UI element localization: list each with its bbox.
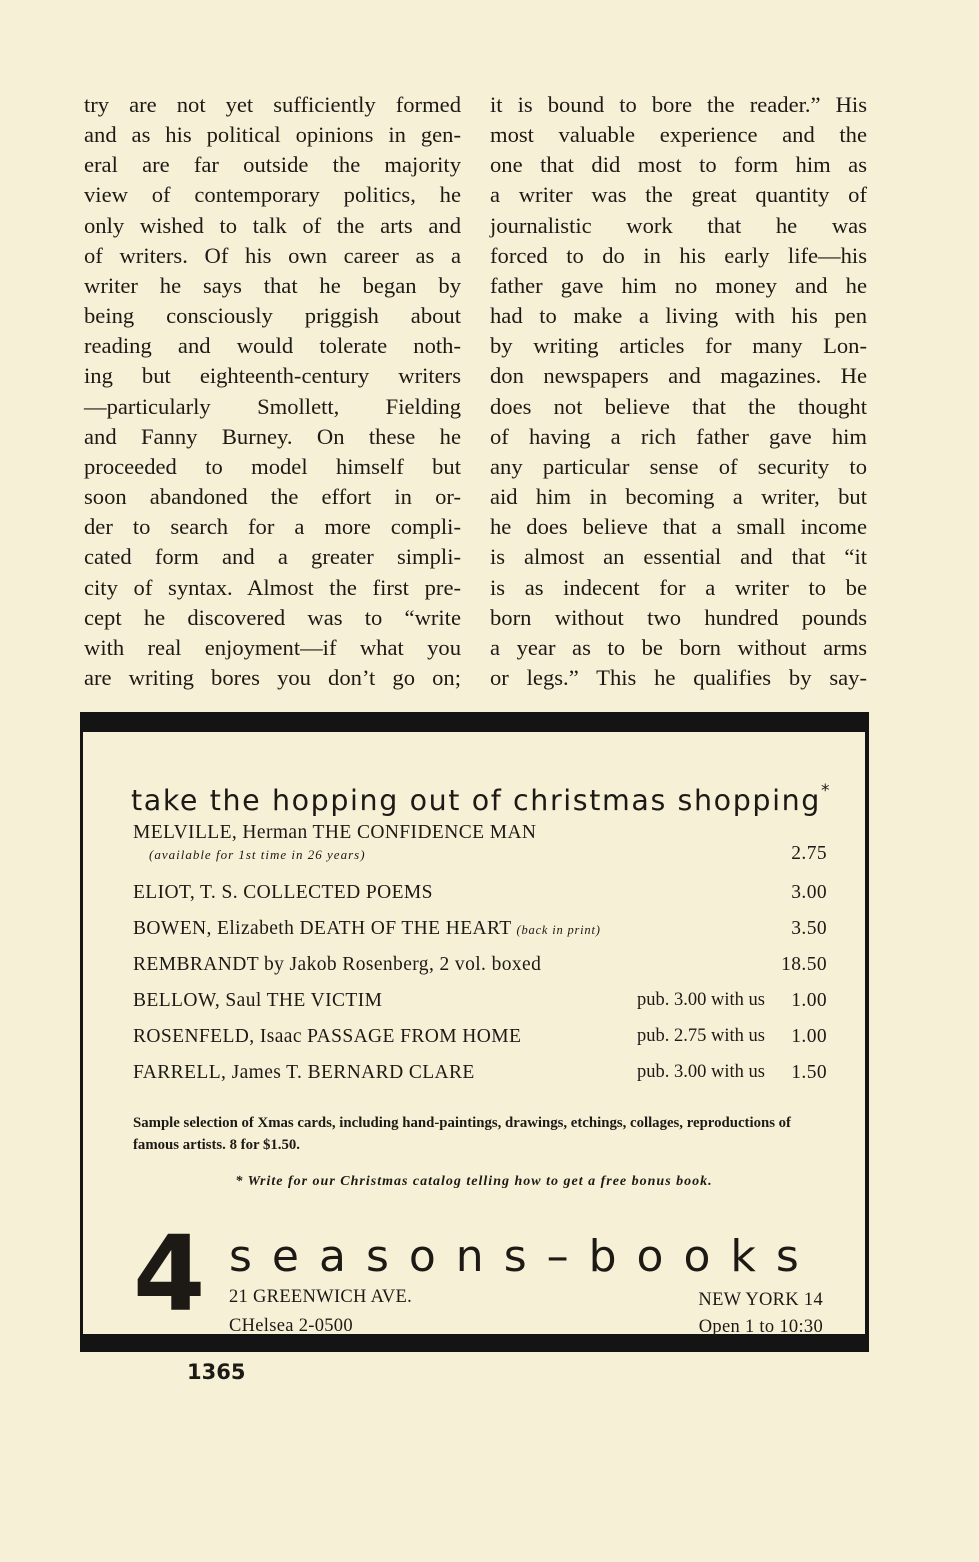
book-title [133, 1062, 475, 1084]
cards-note: Sample selection of Xmas cards, including hand-paintings, drawings, etchings, collages, reproductions of famous artists. 8 for $1.50. [133, 1115, 791, 1153]
article-line: it is bound to bore the reader.” His [490, 92, 867, 117]
catalog-note: * Write for our Christmas catalog telling how to get a free bonus book. [235, 1174, 713, 1189]
article-line: with real enjoyment—if what you [84, 634, 461, 660]
article-line: is almost an essential and that “it [490, 544, 867, 570]
book-title-text: ELIOT, T. S. COLLECTED POEMS [133, 882, 433, 903]
article-line: forced to do in his early life—his [490, 242, 867, 268]
book-row [133, 990, 827, 1020]
book-row [133, 1026, 827, 1056]
article-line: of writers. Of his own career as a [84, 242, 461, 268]
book-title [133, 954, 541, 976]
article-line: a year as to be born without arms [490, 634, 867, 660]
article-line: eral are far outside the majority [84, 152, 461, 178]
article-line: are writing bores you don’t go on; [84, 664, 461, 690]
book-title [133, 990, 382, 1012]
article-line: city of syntax. Almost the first pre- [84, 574, 461, 600]
book-availability-note: (available for 1st time in 26 years) [149, 847, 366, 862]
bookstore-advertisement [80, 712, 869, 1352]
article-line: a writer was the great quantity of [490, 182, 867, 208]
article-right-column [490, 90, 867, 693]
book-title [133, 882, 433, 904]
article-line: being consciously priggish about [84, 303, 461, 329]
book-publisher-price: pub. 2.75 with us [637, 1026, 765, 1046]
article-line: der to search for a more compli- [84, 514, 461, 540]
article-line: he does believe that a small income [490, 514, 867, 540]
article-line: one that did most to form him as [490, 152, 867, 178]
article-line: any particular sense of security to [490, 453, 867, 479]
store-hours: Open 1 to 10:30 [698, 1317, 823, 1337]
article-line: cated form and a greater simpli- [84, 544, 461, 570]
article-line: try are not yet sufficiently formed [84, 92, 461, 117]
article-line: ing but eighteenth-century writers [84, 363, 461, 389]
store-phone: CHelsea 2-0500 [229, 1316, 353, 1336]
article-line: only wished to talk of the arts and [84, 212, 461, 238]
article-line: by writing articles for many Lon- [490, 333, 867, 359]
article-line: aid him in becoming a writer, but [490, 484, 867, 510]
article-line: writer he says that he began by [84, 272, 461, 298]
article-line: and as his political opinions in gen- [84, 122, 461, 148]
article-line: and Fanny Burney. On these he [84, 423, 461, 449]
book-title-text: REMBRANDT by Jakob Rosenberg, 2 vol. boxed [133, 954, 542, 975]
article-line: proceeded to model himself but [84, 453, 461, 479]
book-note: (back in print) [516, 923, 601, 937]
ad-headline-asterisk: * [820, 780, 832, 801]
article-line: don newspapers and magazines. He [490, 363, 867, 389]
book-row [133, 1062, 827, 1092]
article-line: reading and would tolerate noth- [84, 333, 461, 359]
article-line: does not believe that the thought [490, 393, 867, 419]
book-price: 3.50 [791, 918, 827, 939]
article-line: journalistic work that he was [490, 212, 867, 238]
article-line: of having a rich father gave him [490, 423, 867, 449]
article-line: soon abandoned the effort in or- [84, 484, 461, 510]
ad-headline-text: take the hopping out of christmas shopping [131, 784, 821, 817]
book-row [133, 918, 827, 948]
book-title-text: ROSENFELD, Isaac PASSAGE FROM HOME [133, 1026, 522, 1047]
book-title [133, 1026, 521, 1048]
book-row [133, 954, 827, 984]
book-price: 3.00 [791, 882, 827, 903]
article-line: cept he discovered was to “write [84, 604, 461, 630]
page-number: 1365 [187, 1360, 246, 1384]
book-publisher-price: pub. 3.00 with us [637, 990, 765, 1010]
book-row [133, 822, 827, 864]
article-line: born without two hundred pounds [490, 604, 867, 630]
book-price: 1.00 [791, 990, 827, 1011]
article-line: had to make a living with his pen [490, 303, 867, 329]
article-line: is as indecent for a writer to be [490, 574, 867, 600]
book-title [133, 822, 536, 844]
article-left-column [84, 90, 461, 693]
store-street-address: 21 GREENWICH AVE. [229, 1287, 413, 1307]
article-line: most valuable experience and the [490, 122, 867, 148]
ad-headline [131, 780, 832, 817]
store-name: seasons–books [229, 1231, 819, 1282]
book-row [133, 882, 827, 912]
book-price: 1.50 [791, 1062, 827, 1083]
book-price: 2.75 [791, 843, 827, 864]
book-title-text: FARRELL, James T. BERNARD CLARE [133, 1062, 475, 1083]
book-title-text: MELVILLE, Herman THE CONFIDENCE MAN [133, 822, 537, 843]
article-line: father gave him no money and he [490, 272, 867, 298]
article-line: or legs.” This he qualifies by say- [490, 664, 867, 690]
article-line: view of contemporary politics, he [84, 182, 461, 208]
store-city: NEW YORK 14 [698, 1290, 823, 1310]
book-title-text: BELLOW, Saul THE VICTIM [133, 990, 383, 1011]
store-logo-numeral: 4 [133, 1213, 206, 1335]
book-publisher-price: pub. 3.00 with us [637, 1062, 765, 1082]
book-title [133, 918, 601, 940]
article-line: —particularly Smollett, Fielding [84, 393, 461, 419]
book-price: 18.50 [781, 954, 827, 975]
book-price: 1.00 [791, 1026, 827, 1047]
book-title-text: BOWEN, Elizabeth DEATH OF THE HEART [133, 918, 512, 939]
